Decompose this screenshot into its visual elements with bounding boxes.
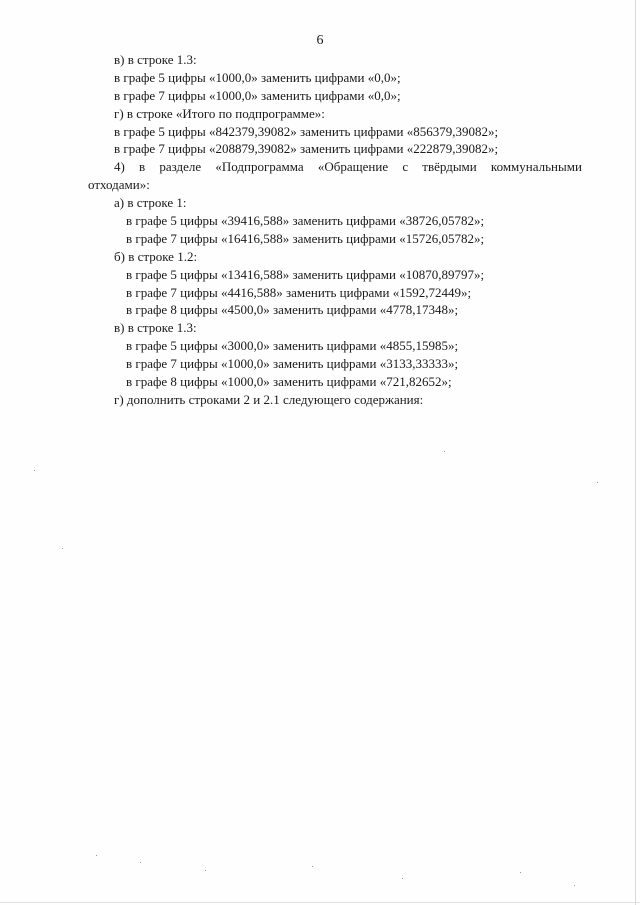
word: в: [139, 159, 146, 175]
word: разделе: [159, 159, 202, 175]
scan-speck: [34, 470, 35, 471]
text-line: в графе 7 цифры «16416,588» заменить цифрами «15726,05782»;: [126, 230, 485, 246]
text-line: в графе 5 цифры «13416,588» заменить цифрами «10870,89797»;: [126, 266, 485, 282]
text-line: г) в строке «Итого по подпрограмме»:: [114, 105, 325, 121]
document-body: [88, 51, 582, 409]
text-line: в графе 5 цифры «1000,0» заменить цифрами «0,0»;: [114, 69, 401, 85]
scan-speck: [62, 548, 63, 549]
word: твёрдыми: [422, 159, 477, 175]
section-4-heading: [88, 158, 582, 176]
scan-speck: [574, 885, 575, 886]
scan-speck: [96, 855, 97, 856]
text-line: в графе 8 цифры «4500,0» заменить цифрами «4778,17348»;: [126, 302, 459, 318]
scan-edge-bottom: [0, 902, 640, 903]
text-line: в) в строке 1.3:: [114, 320, 197, 336]
text-line: в графе 7 цифры «1000,0» заменить цифрами «3133,33333»;: [126, 356, 459, 372]
text-line: в графе 5 цифры «842379,39082» заменить цифрами «856379,39082»;: [114, 123, 499, 139]
word: коммунальными: [490, 159, 582, 175]
text-line: в графе 7 цифры «208879,39082» заменить цифрами «222879,39082»;: [114, 141, 499, 157]
word: «Подпрограмма: [215, 159, 304, 175]
text-line: в графе 7 цифры «1000,0» заменить цифрами «0,0»;: [114, 87, 401, 103]
text-line: а) в строке 1:: [114, 195, 187, 211]
word: 4): [114, 159, 125, 175]
scan-speck: [444, 451, 445, 452]
text-line: в графе 7 цифры «4416,588» заменить цифрами «1592,72449»;: [126, 284, 472, 300]
scan-speck: [205, 870, 206, 871]
page-number: 6: [316, 33, 324, 48]
word: с: [402, 159, 409, 175]
text-line: в) в строке 1.3:: [114, 52, 197, 67]
text-line: г) дополнить строками 2 и 2.1 следующего содержания:: [114, 391, 424, 407]
scan-speck: [312, 866, 313, 867]
scan-speck: [402, 878, 403, 879]
scan-speck: [597, 482, 598, 483]
scan-edge-right: [635, 0, 636, 905]
word: «Обращение: [317, 159, 389, 175]
text-line: б) в строке 1.2:: [114, 248, 198, 264]
text-line: в графе 5 цифры «39416,588» заменить цифрами «38726,05782»;: [126, 213, 485, 229]
scan-speck: [520, 872, 521, 873]
text-line: в графе 8 цифры «1000,0» заменить цифрами «721,82652»;: [126, 374, 452, 390]
text-line: в графе 5 цифры «3000,0» заменить цифрами «4855,15985»;: [126, 338, 459, 354]
scan-speck: [140, 862, 141, 863]
section-4-continuation: отходами»:: [88, 177, 150, 193]
